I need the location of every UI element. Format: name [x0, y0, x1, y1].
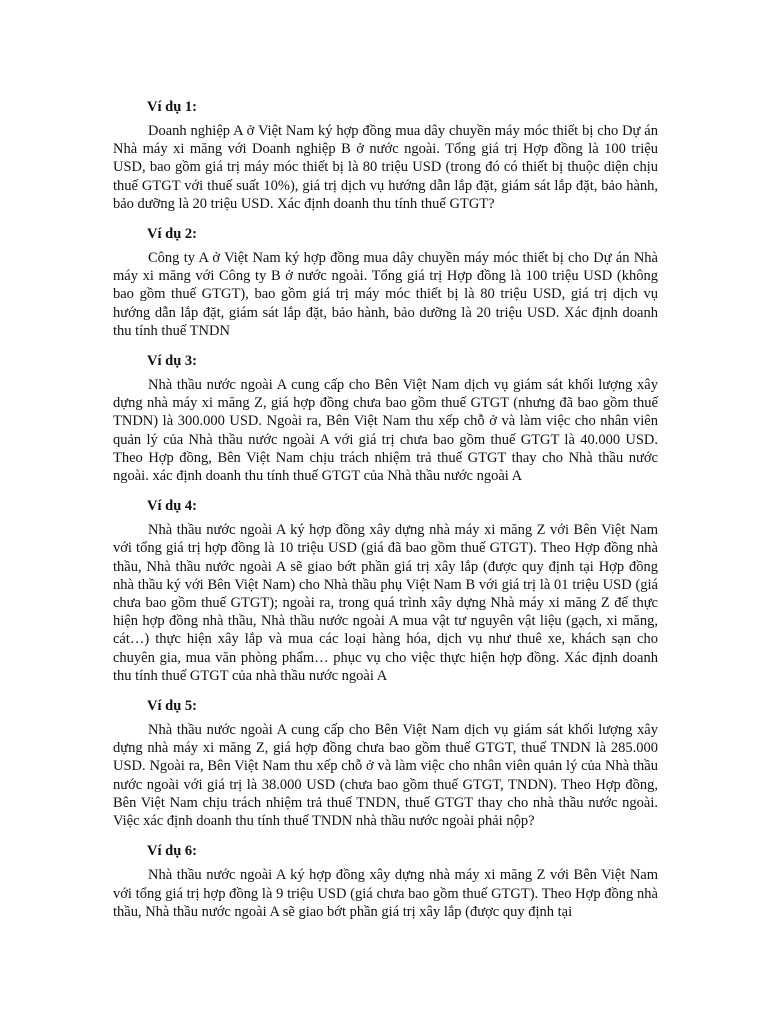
- example-body: Doanh nghiệp A ở Việt Nam ký hợp đồng mua dây chuyền máy móc thiết bị cho Dự án Nhà máy xi măng với Doanh nghiệp B ở nước ngoài. Tổng giá trị Hợp đồng là 100 triệu USD, bao gồm giá trị máy móc thiết bị là 80 triệu USD (trong đó có thiết bị thuộc diện chịu thuế GTGT với thuế suất 10%), giá trị dịch vụ hướng dẫn lắp đặt, giám sát lắp đặt, bảo hành, bảo dưỡng là 20 triệu USD. Xác định doanh thu tính thuế GTGT?: [113, 123, 658, 212]
- example-title: Ví dụ 4:: [147, 498, 197, 515]
- example-body: Nhà thầu nước ngoài A ký hợp đồng xây dựng nhà máy xi măng Z với Bên Việt Nam với tổng giá trị hợp đồng là 10 triệu USD (giá đã bao gồm thuế GTGT). Theo Hợp đồng nhà thầu, Nhà thầu nước ngoài A sẽ giao bớt phần giá trị xây lắp (được quy định tại Hợp đồng nhà thầu ký với Bên Việt Nam) cho Nhà thầu phụ Việt Nam B với giá trị là 01 triệu USD (giá chưa bao gồm thuế GTGT); ngoài ra, trong quá trình xây dựng Nhà máy xi măng Z để thực hiện hợp đồng nhà thầu, Nhà thầu nước ngoài A mua vật tư nguyên vật liệu (gạch, xi măng, cát…) thực hiện xây lắp và mua các loại hàng hóa, dịch vụ như thuê xe, khách sạn cho chuyên gia, mua văn phòng phẩm… phục vụ cho việc thực hiện hợp đồng. Xác định doanh thu tính thuế GTGT của nhà thầu nước ngoài A: [113, 522, 658, 684]
- example-body: Nhà thầu nước ngoài A cung cấp cho Bên Việt Nam dịch vụ giám sát khối lượng xây dựng nhà máy xi măng Z, giá hợp đồng chưa bao gồm thuế GTGT (nhưng đã bao gồm thuế TNDN) là 300.000 USD. Ngoài ra, Bên Việt Nam thu xếp chỗ ở và làm việc cho nhân viên quản lý của Nhà thầu nước ngoài A với giá trị chưa bao gồm thuế GTGT là 40.000 USD. Theo Hợp đồng, Bên Việt Nam chịu trách nhiệm trả thuế GTGT thay cho Nhà thầu nước ngoài. xác định doanh thu tính thuế GTGT của Nhà thầu nước ngoài A: [113, 377, 658, 485]
- example-2: [113, 225, 658, 340]
- example-title: Ví dụ 5:: [147, 698, 197, 715]
- example-title: Ví dụ 2:: [147, 226, 197, 243]
- example-body: Nhà thầu nước ngoài A ký hợp đồng xây dựng nhà máy xi măng Z với Bên Việt Nam với tổng giá trị hợp đồng là 9 triệu USD (giá chưa bao gồm thuế GTGT). Theo Hợp đồng nhà thầu, Nhà thầu nước ngoài A sẽ giao bớt phần giá trị xây lắp (được quy định tại: [113, 867, 658, 920]
- example-title: Ví dụ 3:: [147, 353, 197, 370]
- example-5: [113, 697, 658, 830]
- example-title: Ví dụ 1:: [147, 99, 197, 115]
- example-body: Nhà thầu nước ngoài A cung cấp cho Bên Việt Nam dịch vụ giám sát khối lượng xây dựng nhà máy xi măng Z, giá hợp đồng chưa bao gồm thuế GTGT, thuế TNDN là 285.000 USD. Ngoài ra, Bên Việt Nam thu xếp chỗ ở và làm việc cho nhân viên quản lý của Nhà thầu nước ngoài với giá trị là 38.000 USD (chưa bao gồm thuế GTGT, TNDN). Theo Hợp đồng, Bên Việt Nam chịu trách nhiệm trả thuế TNDN, thuế GTGT thay cho nhà thầu nước ngoài. Việc xác định doanh thu tính thuế TNDN nhà thầu nước ngoài phải nộp?: [113, 722, 658, 830]
- example-1: [113, 98, 658, 213]
- example-6: [113, 842, 658, 921]
- example-title: Ví dụ 6:: [147, 843, 197, 860]
- example-4: [113, 497, 658, 685]
- example-body: Công ty A ở Việt Nam ký hợp đồng mua dây chuyền máy móc thiết bị cho Dự án Nhà máy xi măng với Công ty B ở nước ngoài. Tổng giá trị Hợp đồng là 100 triệu USD (không bao gồm thuế GTGT), bao gồm giá trị máy móc thiết bị là 80 triệu USD, giá trị dịch vụ hướng dẫn lắp đặt, giám sát lắp đặt, bảo hành, bảo dưỡng là 20 triệu USD. Xác định doanh thu tính thuế TNDN: [113, 250, 658, 339]
- example-3: [113, 352, 658, 485]
